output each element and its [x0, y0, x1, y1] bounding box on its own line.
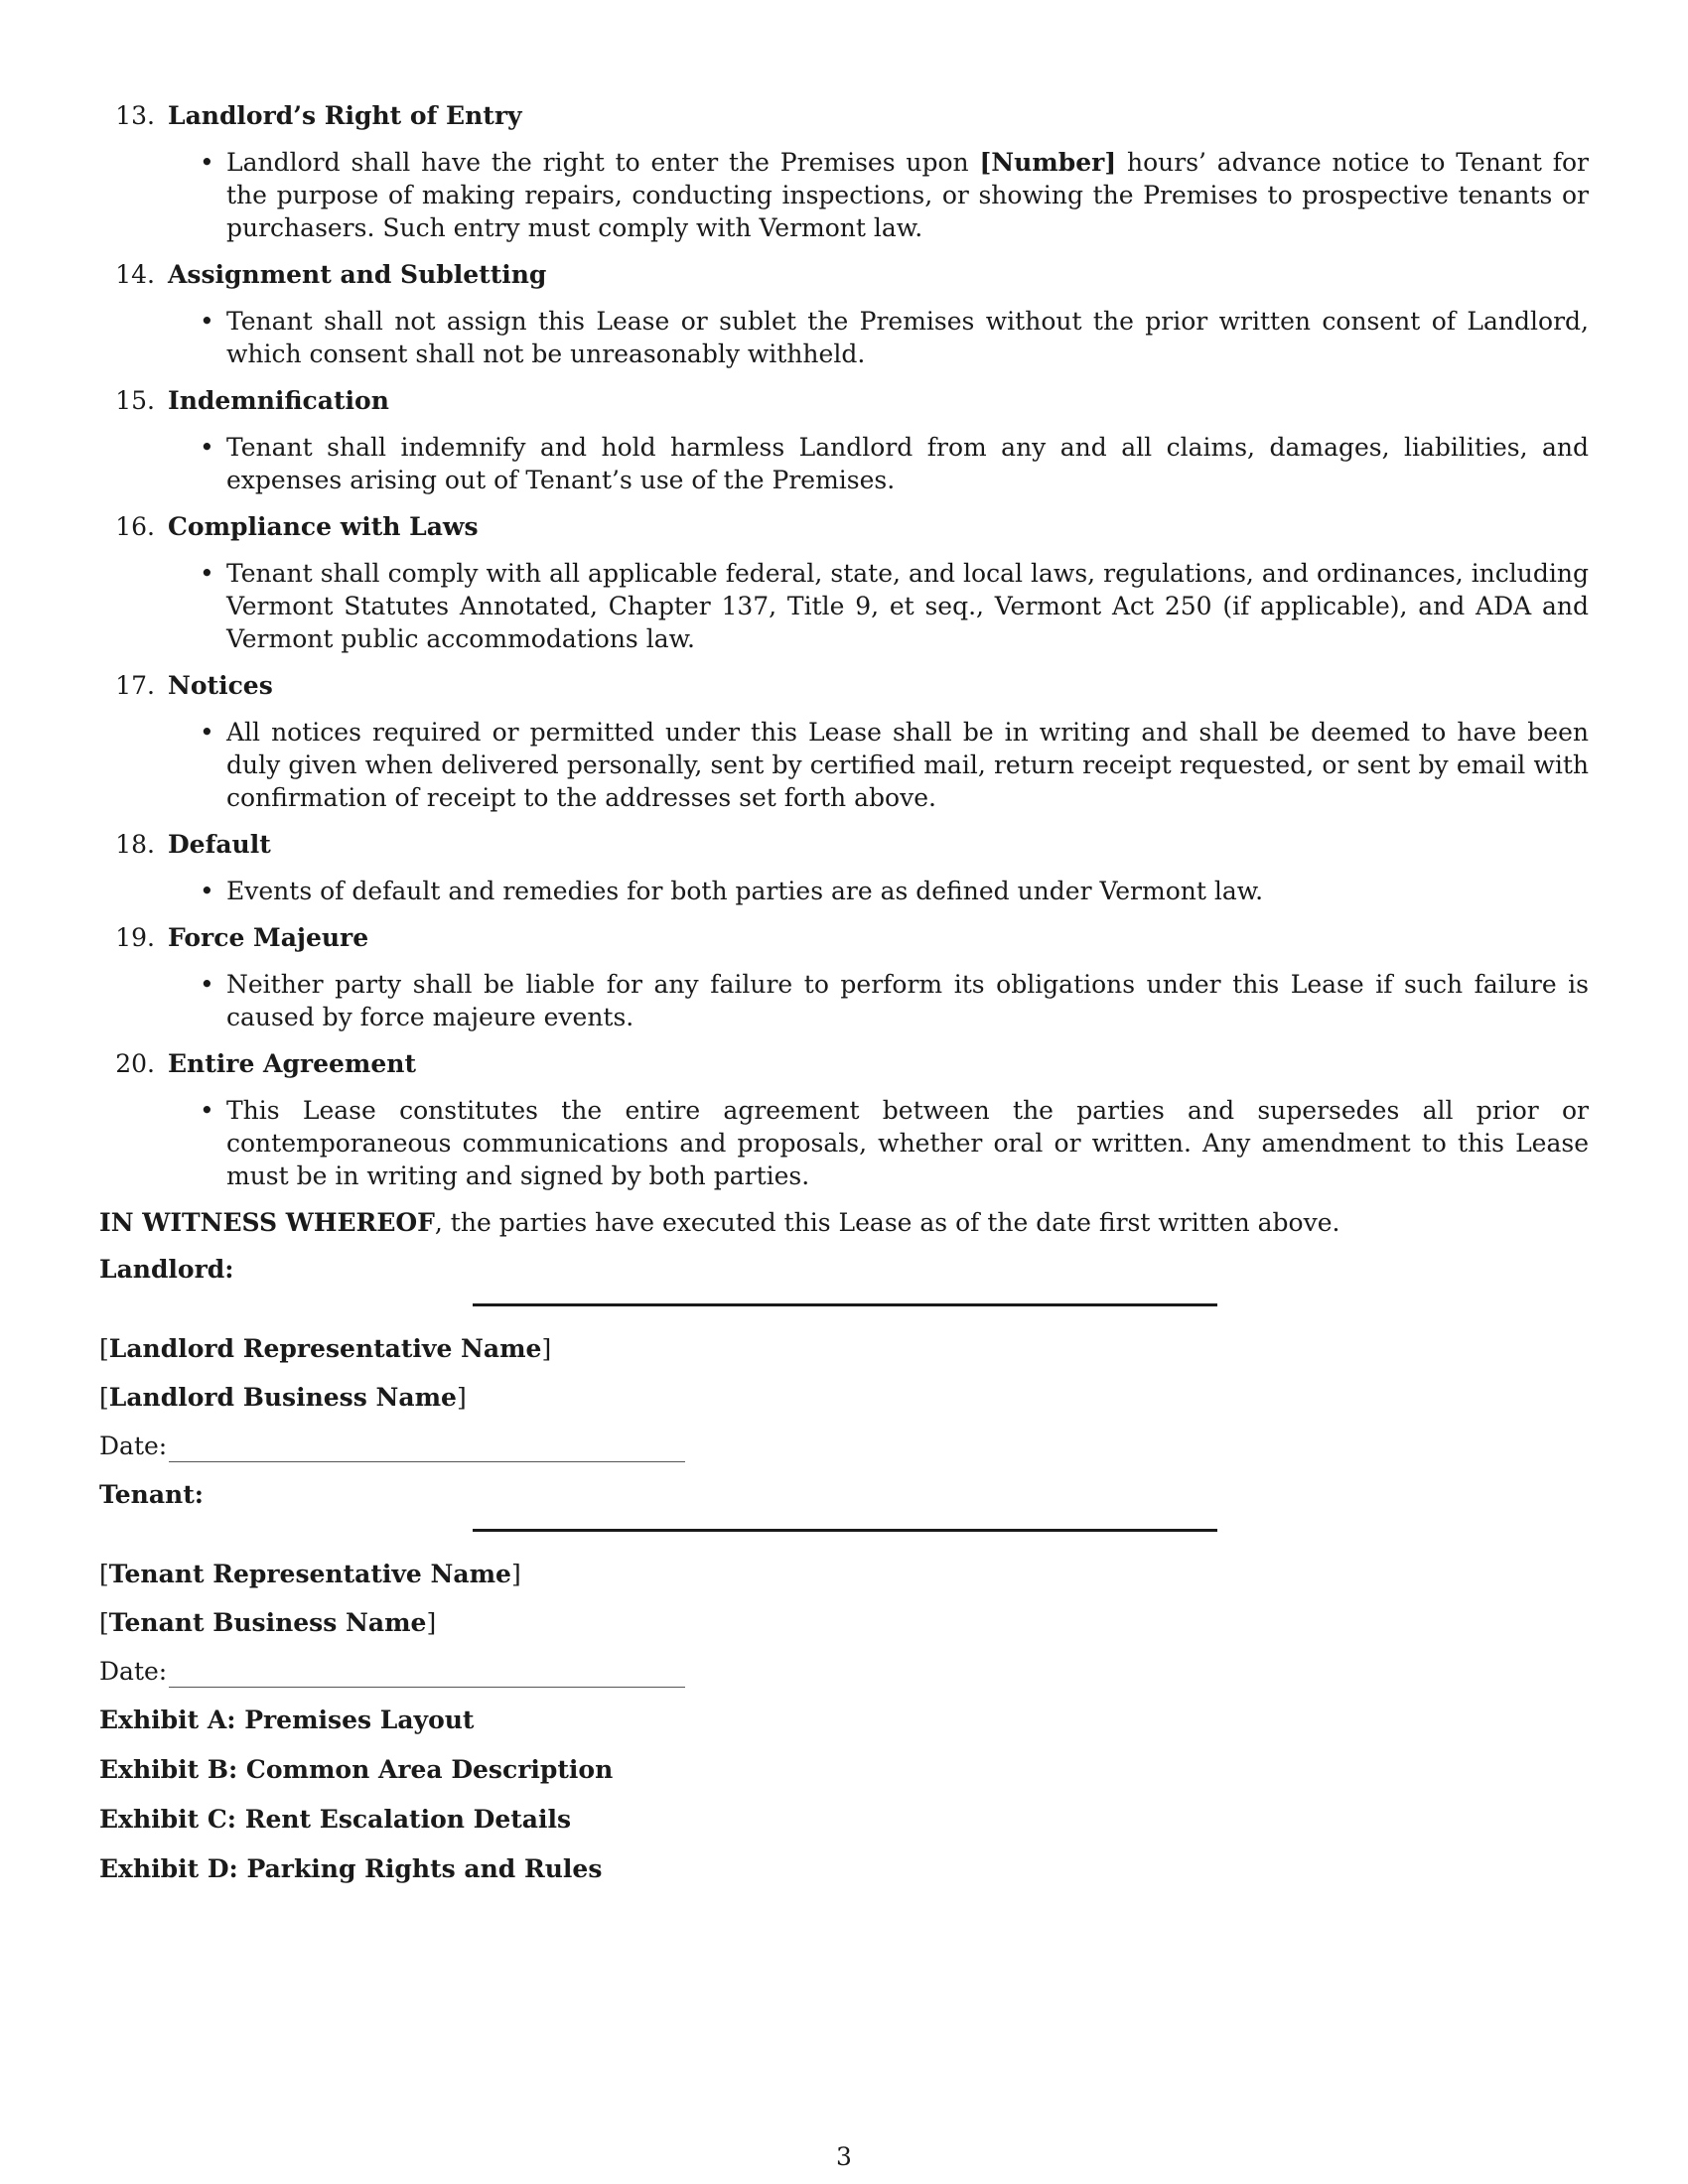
- section-number: 18.: [115, 830, 155, 859]
- tenant-date-label: Date:: [99, 1657, 168, 1686]
- section-13: [99, 99, 1589, 244]
- exhibit-d: Exhibit D: Parking Rights and Rules: [99, 1854, 603, 1883]
- section-bullet: • Events of default and remedies for both parties are as defined under Vermont law.: [226, 875, 1589, 907]
- section-title: Compliance with Laws: [168, 512, 479, 541]
- exhibit-b: Exhibit B: Common Area Description: [99, 1755, 614, 1784]
- section-title: Indemnification: [168, 386, 389, 415]
- witness-heading: IN WITNESS WHEREOF: [99, 1208, 435, 1237]
- section-number: 14.: [115, 260, 155, 289]
- witness-clause: [99, 1206, 1589, 1239]
- section-title: Default: [168, 830, 271, 859]
- tenant-label: Tenant:: [99, 1480, 204, 1509]
- tenant-business-name: [Tenant Business Name]: [99, 1608, 437, 1637]
- section-14: [99, 258, 1589, 370]
- section-title: Assignment and Subletting: [168, 260, 547, 289]
- number-placeholder: [Number]: [979, 148, 1117, 177]
- bullet-text-after: hours’ advance notice to Tenant for the purpose of making repairs, conducting inspections, or showing the Premises to prospective tenants or purchasers. Such entry must comply with Vermont law.: [226, 148, 1589, 242]
- lease-page-body: [99, 99, 1589, 1902]
- bullet-text-before: Landlord shall have the right to enter the Premises upon: [226, 148, 980, 177]
- section-20: [99, 1047, 1589, 1192]
- section-bullet: • Tenant shall indemnify and hold harmless Landlord from any and all claims, damages, liabilities, and expenses arising out of Tenant’s use of the Premises.: [226, 431, 1589, 496]
- section-18: [99, 828, 1589, 907]
- section-title: Force Majeure: [168, 923, 369, 952]
- section-title: Notices: [168, 671, 273, 700]
- section-number: 17.: [115, 671, 155, 700]
- witness-text: , the parties have executed this Lease as of the date first written above.: [434, 1208, 1340, 1237]
- landlord-signature-line[interactable]: [473, 1303, 1217, 1306]
- section-bullet: • This Lease constitutes the entire agreement between the parties and supersedes all prior or contemporaneous communications and proposals, whether oral or written. Any amendment to this Lease must be in writing and signed by both parties.: [226, 1094, 1589, 1192]
- landlord-date-field[interactable]: [169, 1435, 685, 1462]
- section-bullet: • Neither party shall be liable for any failure to perform its obligations under this Lease if such failure is caused by force majeure events.: [226, 968, 1589, 1033]
- section-title: Landlord’s Right of Entry: [168, 101, 522, 130]
- section-16: [99, 510, 1589, 655]
- exhibit-a: Exhibit A: Premises Layout: [99, 1706, 475, 1734]
- section-17: [99, 669, 1589, 814]
- tenant-representative-name: [Tenant Representative Name]: [99, 1560, 521, 1588]
- section-19: [99, 921, 1589, 1033]
- section-number: 19.: [115, 923, 155, 952]
- section-number: 16.: [115, 512, 155, 541]
- landlord-representative-name: [Landlord Representative Name]: [99, 1334, 552, 1363]
- section-number: 13.: [115, 101, 155, 130]
- section-number: 15.: [115, 386, 155, 415]
- landlord-business-name: [Landlord Business Name]: [99, 1383, 467, 1412]
- section-bullet: [226, 146, 1589, 244]
- tenant-date-field[interactable]: [169, 1661, 685, 1688]
- section-bullet: • Tenant shall not assign this Lease or sublet the Premises without the prior written consent of Landlord, which consent shall not be unreasonably withheld.: [226, 305, 1589, 370]
- landlord-label: Landlord:: [99, 1255, 234, 1284]
- section-bullet: • Tenant shall comply with all applicable federal, state, and local laws, regulations, and ordinances, including Vermont Statutes Annotated, Chapter 137, Title 9, et seq., Vermont Act 250 (if applicable), and ADA and Vermont public accommodations law.: [226, 557, 1589, 655]
- section-bullet: • All notices required or permitted under this Lease shall be in writing and shall be deemed to have been duly given when delivered personally, sent by certified mail, return receipt requested, or sent by email with confirmation of receipt to the addresses set forth above.: [226, 716, 1589, 814]
- landlord-date-label: Date:: [99, 1432, 168, 1460]
- tenant-date-row: [99, 1655, 1589, 1688]
- page-number: 3: [836, 2142, 852, 2171]
- tenant-signature-line[interactable]: [473, 1529, 1217, 1532]
- landlord-date-row: [99, 1430, 1589, 1462]
- section-title: Entire Agreement: [168, 1049, 416, 1078]
- section-number: 20.: [115, 1049, 155, 1078]
- section-15: [99, 384, 1589, 496]
- exhibit-c: Exhibit C: Rent Escalation Details: [99, 1805, 572, 1834]
